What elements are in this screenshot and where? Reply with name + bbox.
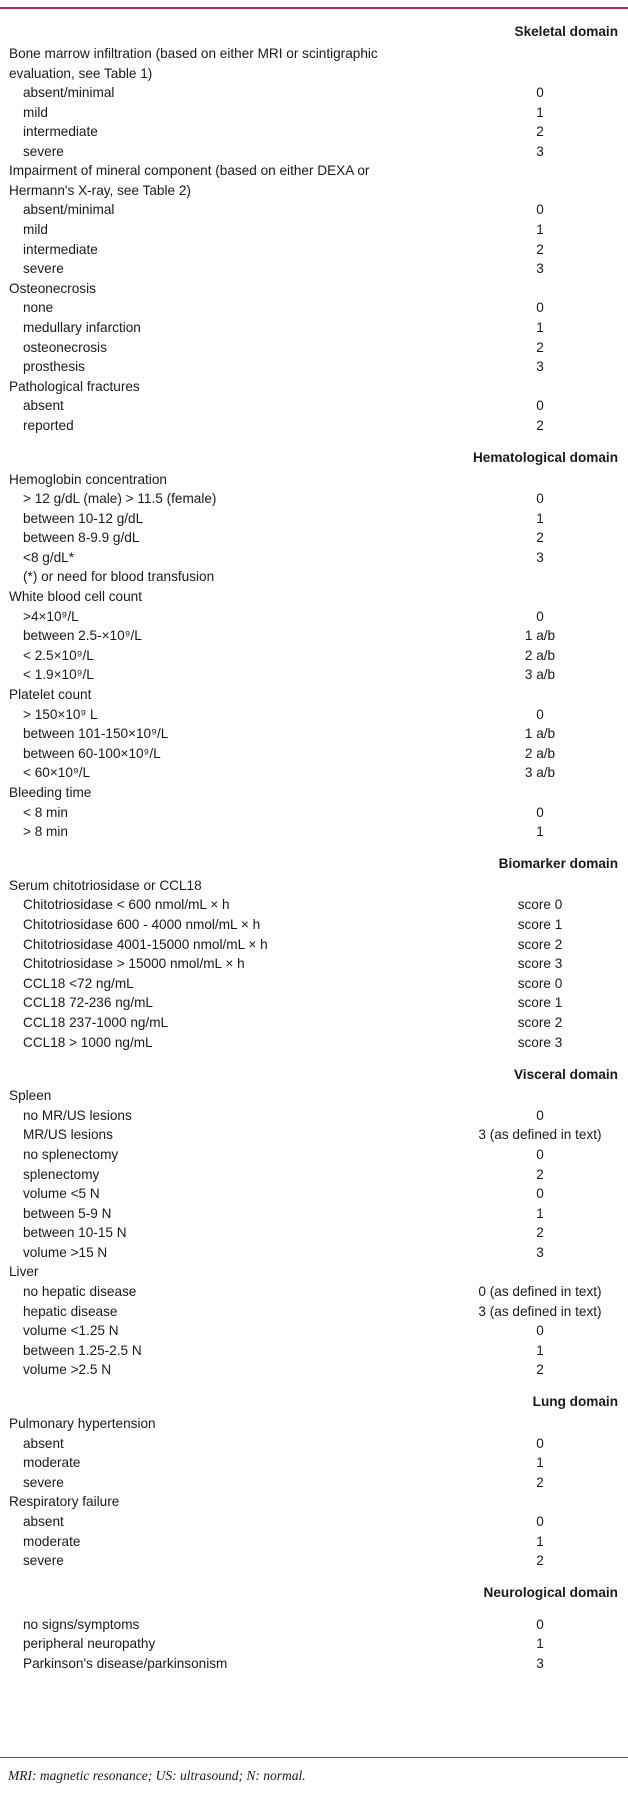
score-option-row: [0, 1453, 628, 1473]
score-option-row: [0, 974, 628, 994]
score-value: 0: [536, 706, 544, 722]
score-value: score 1: [517, 995, 563, 1011]
score-option-row: [0, 567, 628, 587]
option-label: > 8 min: [23, 824, 68, 840]
option-label: peripheral neuropathy: [23, 1636, 156, 1652]
score-value: 1: [536, 1533, 544, 1549]
parameter-row: [0, 377, 628, 397]
score-option-row: [0, 318, 628, 338]
option-label: MR/US lesions: [23, 1127, 113, 1143]
score-value: 3 a/b: [524, 765, 556, 781]
option-label: between 60-100×10⁹/L: [23, 745, 161, 761]
option-label: Chitotriosidase < 600 nmol/mL × h: [23, 897, 230, 913]
parameter-label: Pathological fractures: [9, 378, 140, 394]
score-value: 1: [536, 319, 544, 335]
option-label: volume <5 N: [23, 1186, 100, 1202]
score-option-row: [0, 1165, 628, 1185]
domain-heading-row: [0, 842, 628, 876]
score-value: 3 (as defined in text): [478, 1303, 602, 1319]
score-value: 1: [536, 1205, 544, 1221]
option-label: none: [23, 300, 54, 316]
domain-section: [0, 10, 628, 436]
domain-section: [0, 1380, 628, 1571]
score-value: 3: [536, 549, 544, 565]
score-option-row: [0, 646, 628, 666]
option-label: (*) or need for blood transfusion: [23, 569, 215, 585]
score-option-row: [0, 1125, 628, 1145]
option-label: no MR/US lesions: [23, 1107, 132, 1123]
score-value: 1: [536, 104, 544, 120]
option-label: between 8-9.9 g/dL: [23, 530, 140, 546]
option-label: absent: [23, 1435, 64, 1451]
score-value: 3: [536, 1655, 544, 1671]
bottom-rule: [0, 1757, 628, 1758]
score-value: 2: [536, 339, 544, 355]
score-option-row: [0, 1654, 628, 1674]
score-value: 2: [536, 1166, 544, 1182]
score-option-row: [0, 935, 628, 955]
option-label: < 1.9×10⁹/L: [23, 667, 94, 683]
score-value: 2: [536, 1362, 544, 1378]
parameter-row: [0, 1086, 628, 1106]
option-label: intermediate: [23, 241, 98, 257]
score-value: 2: [536, 124, 544, 140]
score-value: 0: [536, 1186, 544, 1202]
score-option-row: [0, 1013, 628, 1033]
score-value: 3: [536, 261, 544, 277]
option-label: severe: [23, 143, 64, 159]
score-value: 1: [536, 824, 544, 840]
score-value: 1: [536, 510, 544, 526]
option-label: prosthesis: [23, 359, 85, 375]
option-label: severe: [23, 1553, 64, 1569]
option-label: between 5-9 N: [23, 1205, 112, 1221]
score-value: 1: [536, 1636, 544, 1652]
parameter-row: [0, 279, 628, 299]
parameter-row: [0, 44, 628, 83]
score-option-row: [0, 1106, 628, 1126]
option-label: CCL18 > 1000 ng/mL: [23, 1034, 153, 1050]
score-option-row: [0, 528, 628, 548]
option-label: < 8 min: [23, 804, 68, 820]
score-value: score 2: [517, 936, 563, 952]
option-label: CCL18 72-236 ng/mL: [23, 995, 153, 1011]
parameter-row: [0, 876, 628, 896]
domain-heading: Skeletal domain: [514, 24, 618, 40]
score-option-row: [0, 744, 628, 764]
option-label: hepatic disease: [23, 1303, 118, 1319]
score-option-row: [0, 665, 628, 685]
score-value: 1: [536, 1342, 544, 1358]
score-option-row: [0, 1145, 628, 1165]
option-label: severe: [23, 261, 64, 277]
score-value: 1: [536, 221, 544, 237]
score-option-row: [0, 1223, 628, 1243]
parameter-row: [0, 1414, 628, 1434]
option-label: splenectomy: [23, 1166, 100, 1182]
parameter-label: Bleeding time: [9, 785, 92, 800]
score-value: 2: [536, 417, 544, 433]
option-label: between 1.25-2.5 N: [23, 1342, 142, 1358]
score-option-row: [0, 993, 628, 1013]
domain-section: [0, 842, 628, 1052]
score-option-row: [0, 822, 628, 842]
score-value: score 3: [517, 1034, 563, 1050]
parameter-row: [0, 685, 628, 705]
score-option-row: [0, 1532, 628, 1552]
score-option-row: [0, 489, 628, 509]
score-option-row: [0, 1321, 628, 1341]
score-option-row: [0, 83, 628, 103]
parameter-row: [0, 161, 628, 200]
parameter-label: Spleen: [9, 1088, 52, 1104]
score-value: 3: [536, 143, 544, 159]
domain-heading-row: [0, 1380, 628, 1414]
parameter-row: [0, 783, 628, 803]
score-value: 3 (as defined in text): [478, 1127, 602, 1143]
domain-section: [0, 1571, 628, 1674]
option-label: no hepatic disease: [23, 1284, 137, 1300]
score-option-row: [0, 763, 628, 783]
domain-heading: Lung domain: [532, 1394, 618, 1410]
score-value: 2: [536, 241, 544, 257]
option-label: volume >15 N: [23, 1244, 108, 1260]
score-option-row: [0, 259, 628, 279]
score-value: score 0: [517, 897, 563, 913]
score-value: 1 a/b: [524, 726, 556, 742]
score-value: 0: [536, 1146, 544, 1162]
score-value: 0: [536, 85, 544, 100]
option-label: > 150×10⁹ L: [23, 706, 98, 722]
score-value: 0: [536, 608, 544, 624]
parameter-label: Pulmonary hypertension: [9, 1416, 156, 1432]
option-label: <8 g/dL*: [23, 549, 75, 565]
option-label: < 2.5×10⁹/L: [23, 647, 94, 663]
score-option-row: [0, 607, 628, 627]
score-option-row: [0, 103, 628, 123]
score-option-row: [0, 1341, 628, 1361]
parameter-label: Serum chitotriosidase or CCL18: [9, 877, 202, 893]
domain-heading-row: [0, 1571, 628, 1605]
option-label: mild: [23, 221, 48, 237]
score-option-row: [0, 1282, 628, 1302]
score-value: 0: [536, 1435, 544, 1451]
score-option-row: [0, 705, 628, 725]
score-option-row: [0, 142, 628, 162]
top-rule: [0, 7, 628, 9]
score-option-row: [0, 1243, 628, 1263]
score-value: 1: [536, 1455, 544, 1471]
option-label: Chitotriosidase > 15000 nmol/mL × h: [23, 956, 245, 972]
scoring-table: [0, 10, 628, 1674]
parameter-row: [0, 1492, 628, 1512]
score-option-row: [0, 298, 628, 318]
score-option-row: [0, 626, 628, 646]
parameter-label: Liver: [9, 1264, 39, 1280]
option-label: osteonecrosis: [23, 339, 107, 355]
domain-heading: Visceral domain: [513, 1066, 618, 1082]
score-option-row: [0, 338, 628, 358]
spacer: [0, 1605, 628, 1615]
domain-heading-row: [0, 436, 628, 470]
score-value: 0: [536, 491, 544, 507]
score-value: 3: [536, 359, 544, 375]
option-label: severe: [23, 1474, 64, 1490]
score-value: 0: [536, 1323, 544, 1339]
parameter-label: Bone marrow infiltration (based on either MRI or scintigraphic evaluation, see Table 1): [9, 46, 378, 81]
score-value: 0: [536, 1514, 544, 1529]
parameter-label: Hemoglobin concentration: [9, 471, 167, 487]
option-label: intermediate: [23, 124, 98, 140]
score-value: 0: [536, 1107, 544, 1123]
score-option-row: [0, 416, 628, 436]
parameter-label: Platelet count: [9, 687, 92, 703]
score-option-row: [0, 915, 628, 935]
option-label: between 101-150×10⁹/L: [23, 726, 169, 742]
option-label: moderate: [23, 1455, 81, 1471]
option-label: < 60×10⁹/L: [23, 765, 91, 781]
option-label: reported: [23, 417, 74, 433]
option-label: >4×10⁹/L: [23, 608, 79, 624]
table-footnote: MRI: magnetic resonance; US: ultrasound; N: normal.: [8, 1768, 306, 1783]
score-value: 2 a/b: [524, 745, 556, 761]
parameter-row: [0, 1262, 628, 1282]
option-label: volume >2.5 N: [23, 1362, 112, 1378]
score-option-row: [0, 1360, 628, 1380]
score-option-row: [0, 396, 628, 416]
option-label: CCL18 <72 ng/mL: [23, 975, 134, 991]
option-label: absent: [23, 398, 64, 414]
option-label: absent/minimal: [23, 202, 115, 218]
score-option-row: [0, 1434, 628, 1454]
domain-heading: Neurological domain: [483, 1585, 618, 1601]
score-option-row: [0, 895, 628, 915]
score-option-row: [0, 240, 628, 260]
option-label: no signs/symptoms: [23, 1616, 140, 1632]
option-label: no splenectomy: [23, 1146, 119, 1162]
parameter-label: White blood cell count: [9, 589, 142, 605]
option-label: Parkinson's disease/parkinsonism: [23, 1655, 228, 1671]
score-value: 0: [536, 202, 544, 218]
score-option-row: [0, 1551, 628, 1571]
score-value: score 2: [517, 1014, 563, 1030]
option-label: absent: [23, 1514, 64, 1529]
score-option-row: [0, 1634, 628, 1654]
score-option-row: [0, 122, 628, 142]
option-label: volume <1.25 N: [23, 1323, 119, 1339]
score-option-row: [0, 1615, 628, 1635]
score-option-row: [0, 220, 628, 240]
score-option-row: [0, 509, 628, 529]
score-value: 0 (as defined in text): [478, 1284, 602, 1300]
score-option-row: [0, 1184, 628, 1204]
parameter-row: [0, 470, 628, 490]
score-option-row: [0, 357, 628, 377]
score-option-row: [0, 1302, 628, 1322]
score-value: 3 a/b: [524, 667, 556, 683]
score-option-row: [0, 803, 628, 823]
domain-heading-row: [0, 10, 628, 44]
option-label: between 2.5-×10⁹/L: [23, 628, 142, 644]
parameter-row: [0, 587, 628, 607]
score-value: score 3: [517, 956, 563, 972]
domain-section: [0, 436, 628, 842]
option-label: Chitotriosidase 600 - 4000 nmol/mL × h: [23, 916, 261, 932]
score-option-row: [0, 1473, 628, 1493]
parameter-label: Impairment of mineral component (based on either DEXA or Hermann's X-ray, see Table 2): [9, 163, 370, 198]
option-label: between 10-12 g/dL: [23, 510, 144, 526]
option-label: mild: [23, 104, 48, 120]
option-label: > 12 g/dL (male) > 11.5 (female): [23, 491, 217, 507]
score-option-row: [0, 724, 628, 744]
domain-section: [0, 1052, 628, 1380]
domain-heading: Hematological domain: [472, 449, 618, 465]
score-value: 2 a/b: [524, 647, 556, 663]
domain-heading: Biomarker domain: [498, 856, 618, 872]
parameter-label: Osteonecrosis: [9, 280, 96, 296]
domain-heading-row: [0, 1052, 628, 1086]
option-label: moderate: [23, 1533, 81, 1549]
score-value: 0: [536, 804, 544, 820]
score-value: 1 a/b: [524, 628, 556, 644]
score-option-row: [0, 1033, 628, 1053]
score-value: 2: [536, 530, 544, 546]
score-option-row: [0, 1204, 628, 1224]
score-value: 2: [536, 1225, 544, 1241]
score-option-row: [0, 1512, 628, 1532]
score-value: 0: [536, 398, 544, 414]
option-label: absent/minimal: [23, 85, 115, 100]
score-value: 3: [536, 1244, 544, 1260]
option-label: Chitotriosidase 4001-15000 nmol/mL × h: [23, 936, 268, 952]
option-label: CCL18 237-1000 ng/mL: [23, 1014, 169, 1030]
option-label: between 10-15 N: [23, 1225, 127, 1241]
option-label: medullary infarction: [23, 319, 141, 335]
score-value: 2: [536, 1474, 544, 1490]
score-option-row: [0, 548, 628, 568]
score-option-row: [0, 954, 628, 974]
score-value: score 1: [517, 916, 563, 932]
score-option-row: [0, 200, 628, 220]
score-value: 0: [536, 1616, 544, 1632]
score-value: score 0: [517, 975, 563, 991]
score-value: 2: [536, 1553, 544, 1569]
score-value: 0: [536, 300, 544, 316]
parameter-label: Respiratory failure: [9, 1494, 120, 1510]
